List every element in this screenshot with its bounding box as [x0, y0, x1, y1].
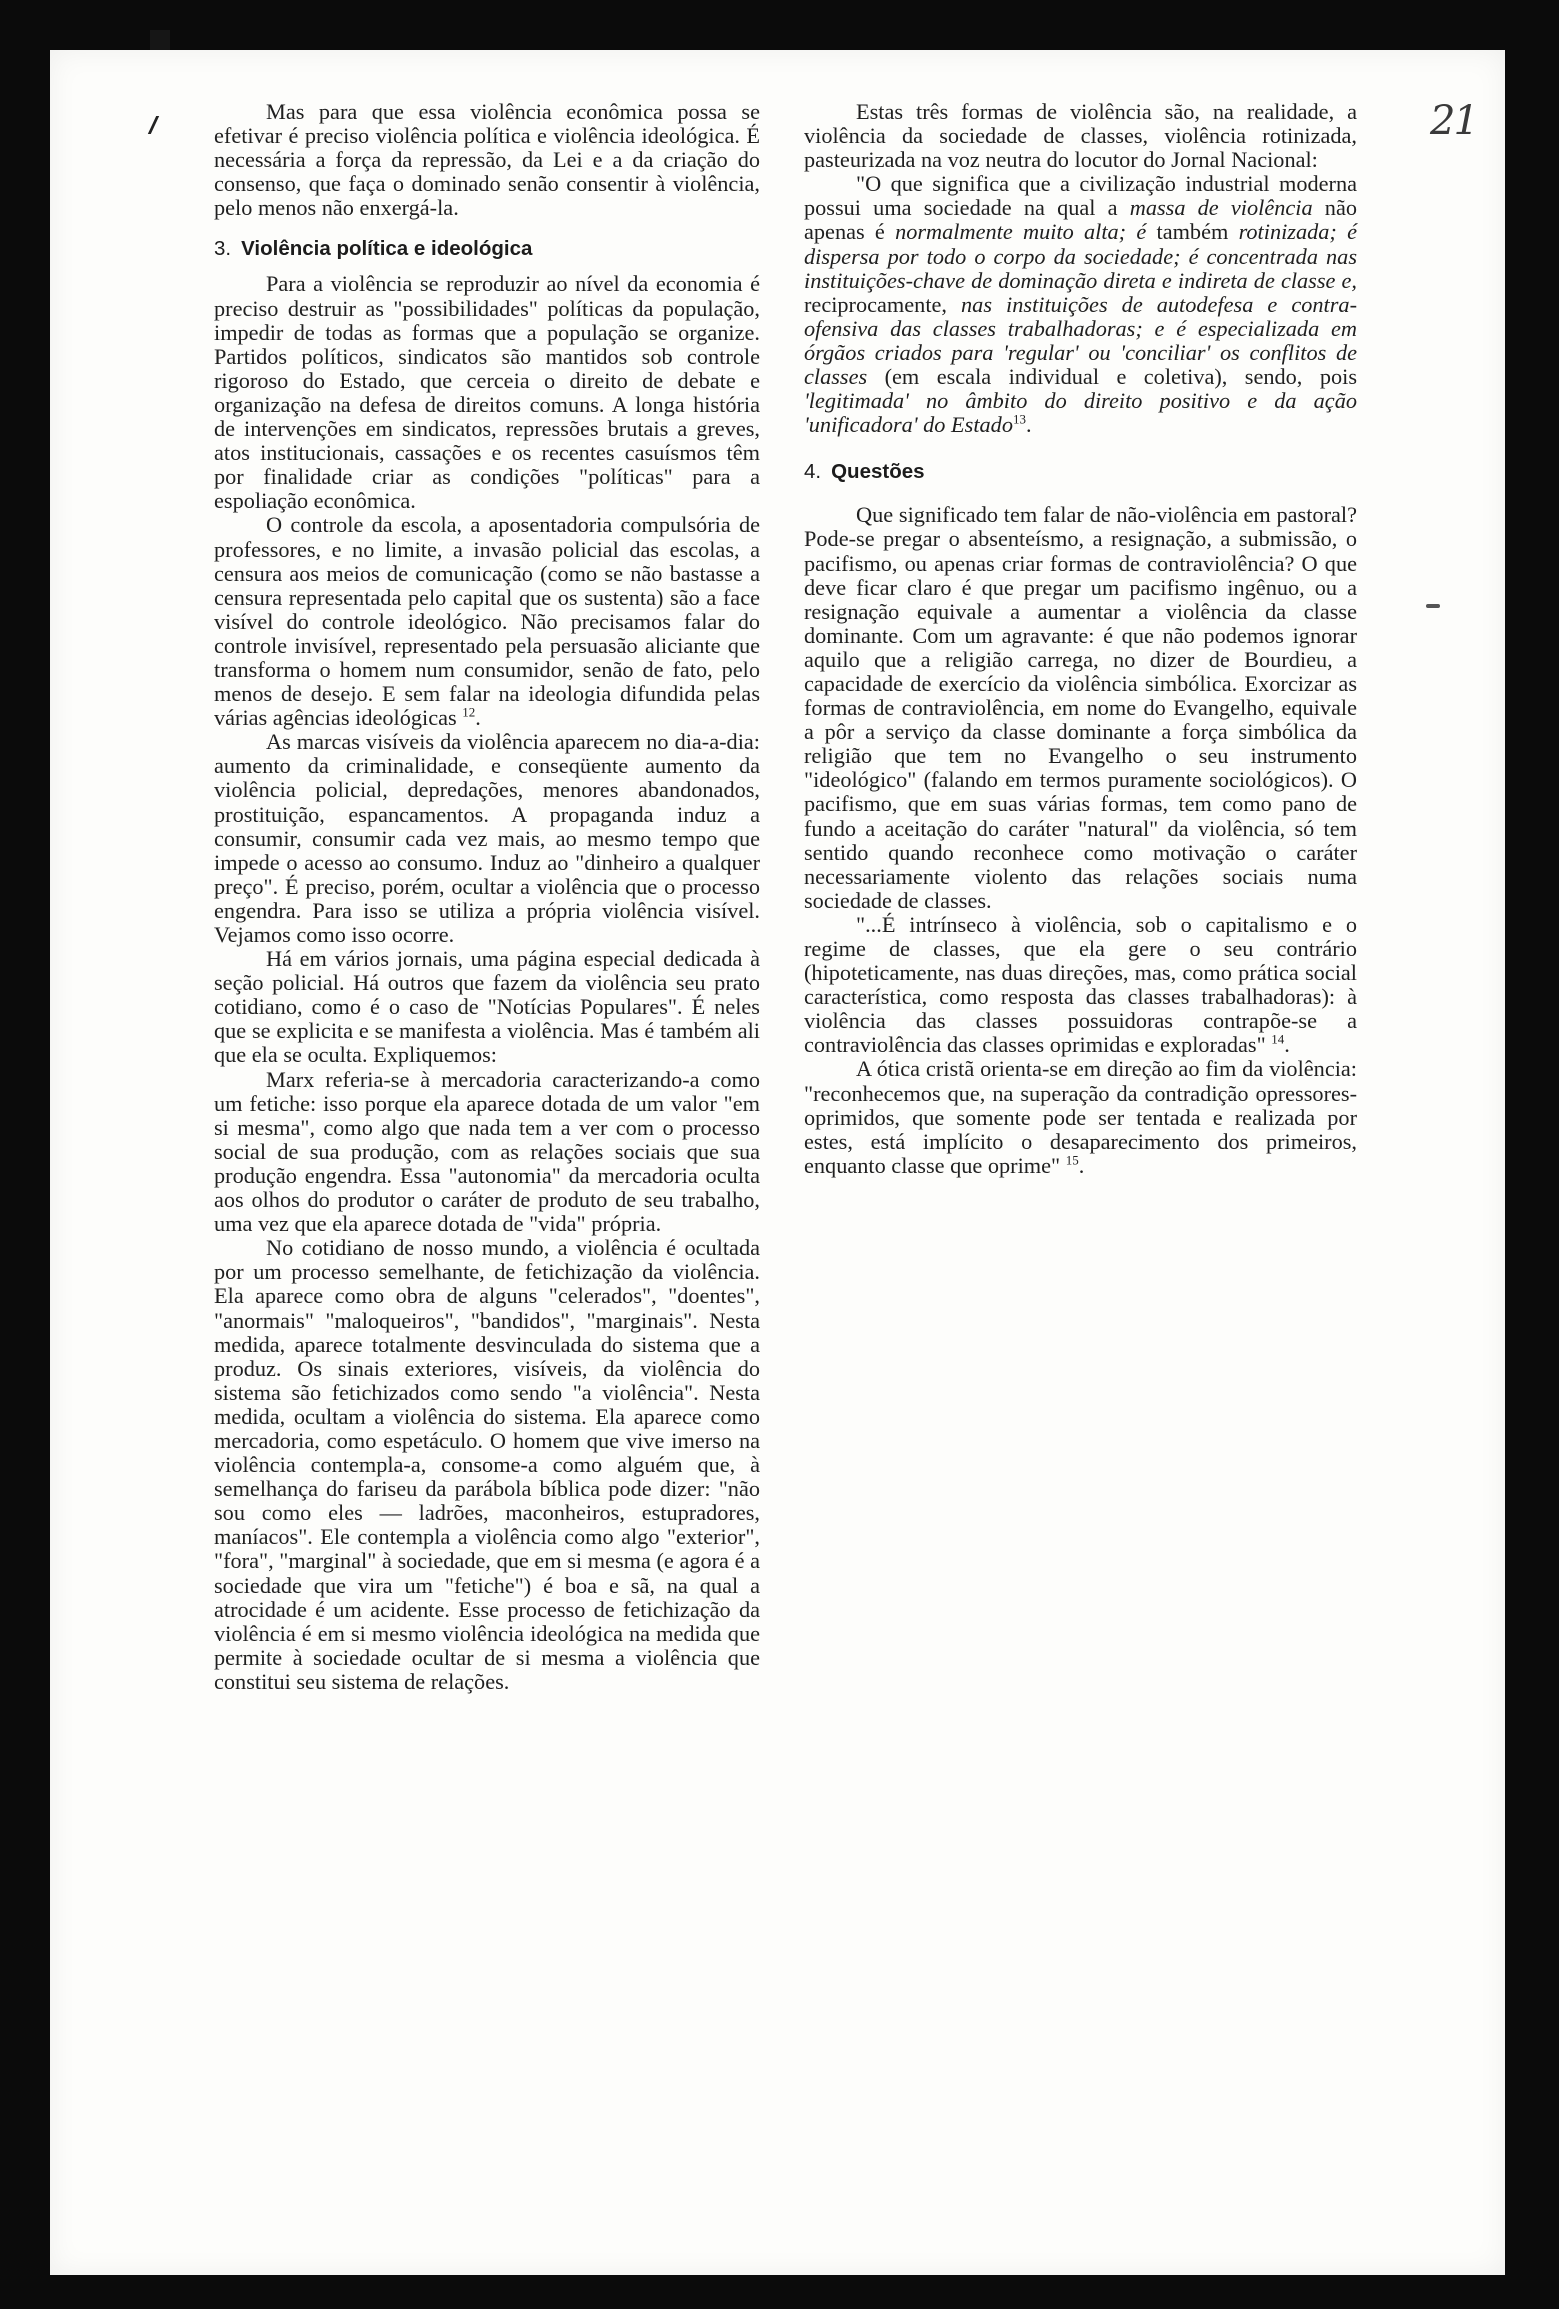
quote-segment: nas instituições de autodefesa e contra-ofensiva das classes trabalhadoras; e é especializada em órgãos criados para 'regular' ou 'conciliar' os conflitos de classes — [804, 291, 1357, 390]
section-4-title: Questões — [831, 460, 925, 484]
right-paragraph-3: "...É intrínseco à violência, sob o capitalismo e o regime de classes, que ela gere o seu contrário (hipoteticamente, nas duas direções, mas, como prática social característica, como resposta das classes trabalhadoras): à violência das classes possuidoras contrapõe-se a contraviolência das classes oprimidas e exploradas" $^{14}$. — [804, 911, 1357, 1058]
quote-segment: também — [1146, 219, 1239, 245]
quote-segment: reciprocamente, — [804, 291, 962, 317]
page-number: 21 — [1430, 98, 1477, 144]
margin-dash-mark — [1426, 604, 1440, 608]
quote-segment: massa de violência — [1129, 195, 1313, 221]
paragraph-4: Há em vários jornais, uma página especial dedicada à seção policial. Há outros que fazem da violência seu prato cotidiano, como é o caso de "Notícias Populares". É neles que se explicita e se manifesta a violência. Mas é também ali que ela se oculta. Expliquemos: — [214, 946, 760, 1068]
section-3-number: 3. — [214, 237, 232, 261]
intro-paragraph: Mas para que essa violência econômica possa se efetivar é preciso violência política e violência ideológica. É necessária a força da repressão, da Lei e a da criação do consenso, que faça o dominado senão consentir à violência, pelo menos não enxergá-la. — [214, 99, 760, 221]
section-4-heading — [804, 459, 1357, 485]
right-paragraph-2: Que significado tem falar de não-violência em pastoral? Pode-se pregar o absenteísmo, a resignação, a submissão, o pacifismo, ou apenas criar formas de contraviolência? O que deve ficar claro é que pregar um pacifismo ingênuo, ou a resignação equivale a aumentar a violência da classe dominante. Com um agravante: é que não podemos ignorar aquilo que a religião carrega, no dizer de Bourdieu, a capacidade de exercício da violência simbólica. Exorcizar as formas de contraviolência, em nome do Evangelho, equivale a pôr a serviço da classe dominante a força simbólica da religião que tem no Evangelho o seu instrumento "ideológico" (falando em termos puramente sociológicos). O pacifismo, que em suas várias formas, tem como pano de fundo a aceitação do caráter "natural" da violência, só tem sentido quando reconhece como motivação o caráter necessariamente violento das relações sociais numa sociedade de classes. — [804, 502, 1357, 913]
paragraph-2: O controle da escola, a aposentadoria compulsória de professores, e no limite, a invasão policial das escolas, a censura aos meios de comunicação (como se não bastasse a censura representada pelo capital que os sustenta) são a face visível do controle ideológico. Não precisamos falar do controle invisível, representado pela persuasão aliciante que transforma o homem num consumidor, senão de fato, pelo menos de desejo. E sem falar na ideologia difundida pelas várias agências ideológicas $^{12}$. — [214, 512, 760, 731]
margin-tick-mark — [148, 116, 169, 134]
section-4-number: 4. — [804, 460, 822, 484]
right-paragraph-4: A ótica cristã orienta-se em direção ao fim da violência: "reconhecemos que, na superação da contradição opressores-oprimidos, que somente pode ser tentada e realizada por estes, está implícito o desaparecimento dos primeiros, enquanto classe que oprime" $^{15}$. — [804, 1056, 1357, 1178]
paragraph-1: Para a violência se reproduzir ao nível da economia é preciso destruir as "possibilidades" políticas da população, impedir de todas as formas que a população se organize. Partidos políticos, sindicatos são mantidos sob controle rigoroso do Estado, que cerceia o direito de debate e organização na defesa de direitos comuns. A longa história de intervenções em sindicatos, repressões brutais a greves, atos institucionais, cassações e os recentes casuísmos têm por finalidade criar as condições "políticas" para a espoliação econômica. — [214, 271, 760, 514]
paragraph-5: Marx referia-se à mercadoria caracterizando-a como um fetiche: isso porque ela aparece dotada de um valor "em si mesma", como algo que nada tem a ver com o processo social de sua produção, com as relações sociais que sua produção engendra. Essa "autonomia" da mercadoria oculta aos olhos do produtor o caráter de produto de seu trabalho, uma vez que ela aparece dotada de "vida" própria. — [214, 1066, 760, 1237]
footnote-ref-12: 12 — [462, 704, 476, 720]
section-3-heading — [214, 236, 760, 262]
right-column — [804, 100, 1357, 1178]
quote-segment: 'legitimada' no âmbito do direito positivo e da ação 'unificadora' do Estado — [804, 388, 1357, 438]
paragraph-2-text: O controle da escola, a aposentadoria compulsória de professores, e no limite, a invasão policial das escolas, a censura aos meios de comunicação (como se não bastasse a censura representada pelo capital que os sustenta) são a face visível do controle ideológico. Não precisamos falar do controle invisível, representado pela persuasão aliciante que transforma o homem num consumidor, senão de fato, pelo menos de desejo. E sem falar na ideologia difundida pelas várias agências ideológicas — [214, 512, 760, 731]
quote-segment: "O que significa que a civilização industrial moderna possui uma sociedade na qual a — [804, 171, 1357, 221]
quote-text — [804, 171, 1357, 437]
quote-paragraph: "O que significa que a civilização industrial moderna possui uma sociedade na qual a massa de violência não apenas é normalmente muito alta; é também rotinizada; é dispersa por todo o corpo da sociedade; é concentrada nas instituições-chave de dominação direta e indireta de classe e, reciprocamente, nas instituições de autodefesa e contra-ofensiva das classes trabalhadoras; e é especializada em órgãos criados para 'regular' ou 'conciliar' os conflitos de classes (em escala individual e coletiva), sendo, pois 'legitimada' no âmbito do direito positivo e da ação 'unificadora' do Estado$^{13}$. — [804, 171, 1357, 438]
footnote-ref-13: 13 — [1012, 411, 1026, 427]
right-paragraph-1: Estas três formas de violência são, na realidade, a violência da sociedade de classes, violência rotinizada, pasteurizada na voz neutra do locutor do Jornal Nacional: — [804, 99, 1357, 173]
right-paragraph-3-text: "...É intrínseco à violência, sob o capitalismo e o regime de classes, que ela gere o seu contrário (hipoteticamente, nas duas direções, mas, como prática social característica, como resposta das classes trabalhadoras): à violência das classes possuidoras contrapõe-se a contraviolência das classes oprimidas e exploradas" — [804, 911, 1357, 1058]
footnote-ref-15: 15 — [1065, 1152, 1079, 1168]
footnote-ref-14: 14 — [1271, 1031, 1285, 1047]
quote-segment: não apenas é — [804, 195, 1357, 245]
section-3-title: Violência política e ideológica — [241, 237, 533, 261]
right-paragraph-4-text: A ótica cristã orienta-se em direção ao fim da violência: "reconhecemos que, na superação da contradição opressores-oprimidos, que somente pode ser tentada e realizada por estes, está implícito o desaparecimento dos primeiros, enquanto classe que oprime" — [804, 1056, 1357, 1178]
paragraph-3: As marcas visíveis da violência aparecem no dia-a-dia: aumento da criminalidade, e conseqüente aumento da violência policial, depredações, menores abandonados, prostituição, espancamentos. A propaganda induz a consumir, consumir cada vez mais, ao mesmo tempo que impede o acesso ao consumo. Induz ao "dinheiro a qualquer preço". É preciso, porém, ocultar a violência que o processo engendra. Para isso se utiliza a própria violência visível. Vejamos como isso ocorre. — [214, 729, 760, 947]
quote-segment: rotinizada; é dispersa por todo o corpo da sociedade; é concentrada nas instituições-chave de dominação direta e indireta de classe e, — [804, 219, 1357, 293]
quote-segment: normalmente muito alta; é — [895, 219, 1147, 245]
document-page — [50, 50, 1505, 2275]
quote-segment: (em escala individual e coletiva), sendo, pois — [867, 364, 1357, 390]
left-column — [214, 100, 760, 1694]
paragraph-6: No cotidiano de nosso mundo, a violência é ocultada por um processo semelhante, de fetichização da violência. Ela aparece como obra de alguns "celerados", "doentes", "anormais" "maloqueiros", "bandidos", "marginais". Nesta medida, aparece totalmente desvinculada do sistema que a produz. Os sinais exteriores, visíveis, da violência do sistema são fetichizados como sendo "a violência". Nesta medida, ocultam a violência do sistema. Ela aparece como mercadoria, como espetáculo. O homem que vive imerso na violência contempla-a, consome-a como alguém que, à semelhança do fariseu da parábola bíblica pode dizer: "não sou como eles — ladrões, maconheiros, estupradores, maníacos". Ele contempla a violência como algo "exterior", "fora", "marginal" à sociedade, que em si mesma (e agora é a sociedade que vira um "fetiche") é boa e sã, na qual a atrocidade é um acidente. Esse processo de fetichização da violência é em si mesmo violência ideológica na medida que permite à sociedade ocultar de si mesma a violência que constitui seu sistema de relações. — [214, 1235, 760, 1694]
